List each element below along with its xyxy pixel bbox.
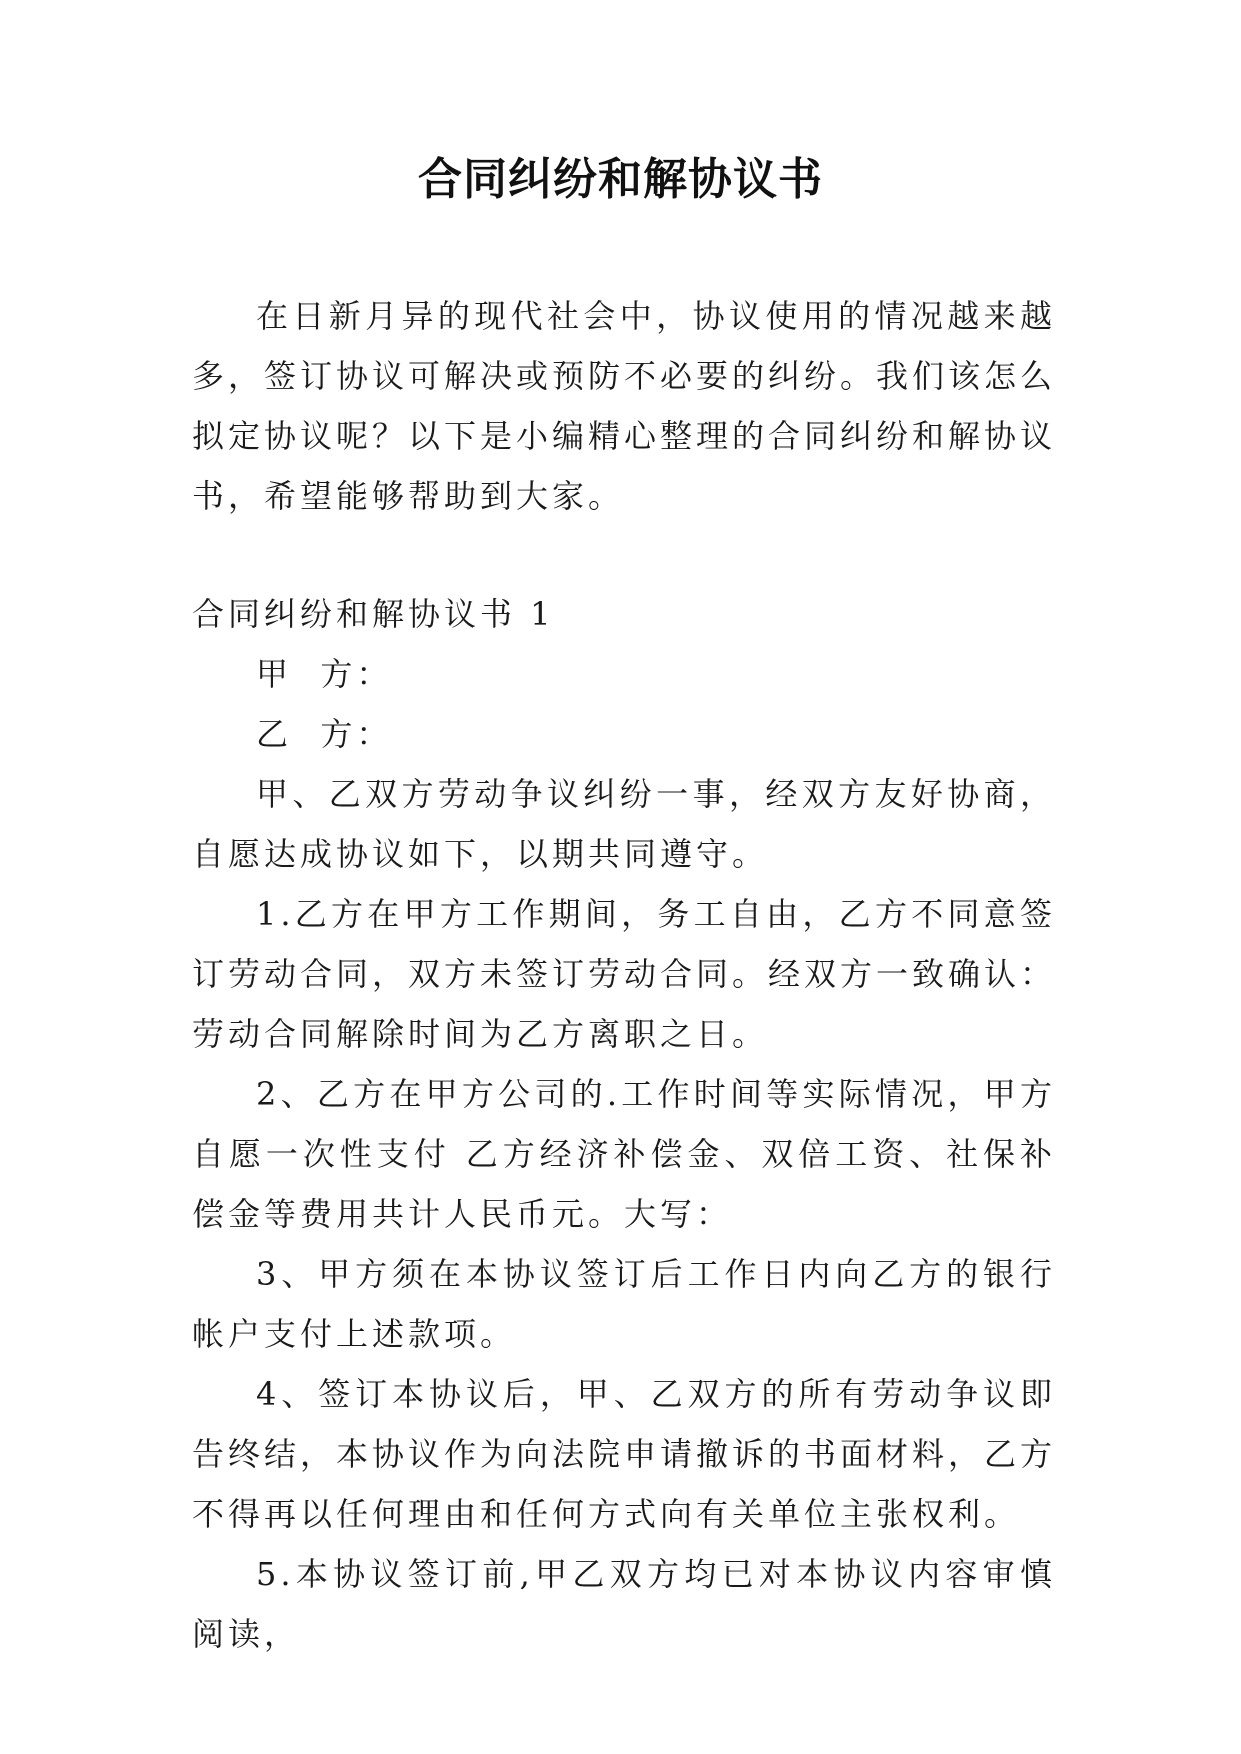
- clause-2: 2、乙方在甲方公司的.工作时间等实际情况，甲方自愿一次性支付 乙方经济补偿金、双倍工资、社保补偿金等费用共计人民币元。大写：: [192, 1075, 1056, 1233]
- clause-5: 5.本协议签订前,甲乙双方均已对本协议内容审慎阅读，: [192, 1555, 1056, 1653]
- clause-4: 4、签订本协议后，甲、乙双方的所有劳动争议即告终结，本协议作为向法院申请撤诉的书面材料，乙方不得再以任何理由和任何方式向有关单位主张权利。: [192, 1375, 1057, 1533]
- clause-3: 3、甲方须在本协议签订后工作日内向乙方的银行帐户支付上述款项。: [192, 1255, 1056, 1353]
- document-body: [192, 286, 1056, 1664]
- section-heading: 合同纠纷和解协议书 1: [192, 595, 555, 633]
- preamble-paragraph: 甲、乙双方劳动争议纠纷一事，经双方友好协商，自愿达成协议如下，以期共同遵守。: [192, 775, 1056, 873]
- document-title: 合同纠纷和解协议书: [418, 154, 823, 205]
- clause-1: 1.乙方在甲方工作期间，务工自由，乙方不同意签订劳动合同，双方未签订劳动合同。经双方一致确认：劳动合同解除时间为乙方离职之日。: [192, 895, 1057, 1053]
- intro-paragraph: 在日新月异的现代社会中，协议使用的情况越来越多，签订协议可解决或预防不必要的纠纷。我们该怎么拟定协议呢？以下是小编精心整理的合同纠纷和解协议书，希望能够帮助到大家。: [192, 297, 1057, 515]
- party-b-line: 乙 方：: [256, 715, 393, 753]
- party-a-line: 甲 方：: [256, 655, 393, 693]
